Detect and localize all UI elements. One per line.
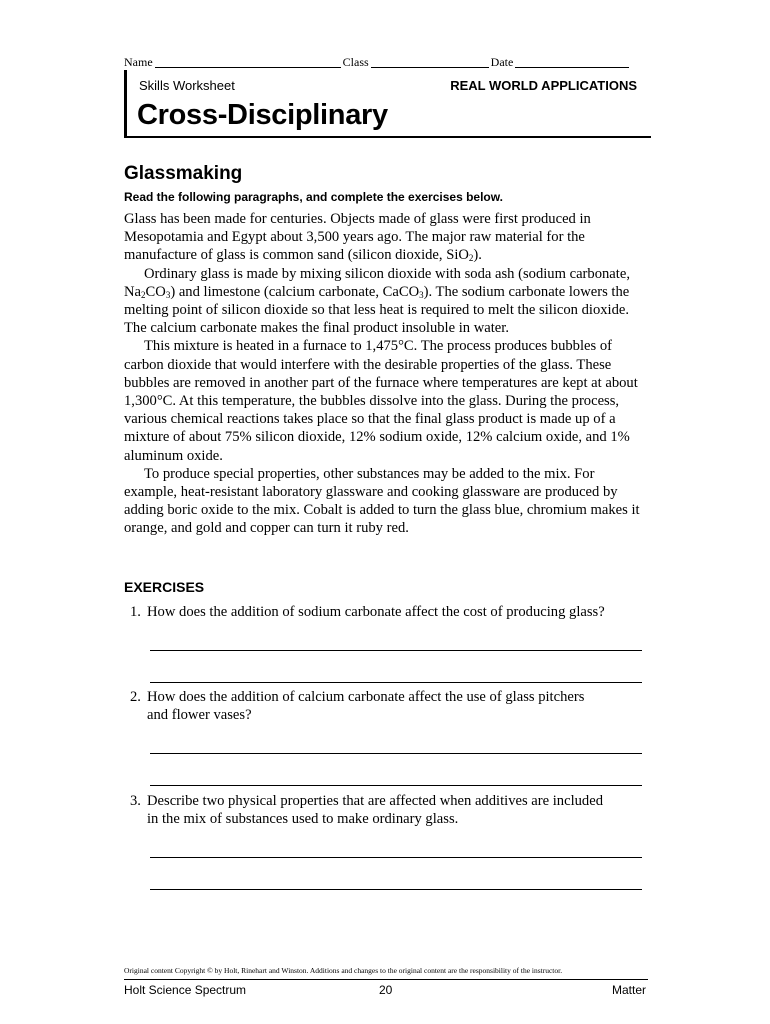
paragraph-3: This mixture is heated in a furnace to 1,475°C. The process produces bubbles of carbon dioxide that would interfere with the desirable properties of the glass. These bubbles are removed in another part of the furnace where temperatures are kept at about 1,300°C. At this temperature, the bubbles dissolve into the glass. During the process, various chemical reactions takes place so that the final glass product is made up of a mixture of about 75% silicon dioxide, 12% sodium oxide, 12% calcium oxide, and 1% aluminum oxide. <box>124 338 638 464</box>
date-label: Date <box>490 55 514 69</box>
worksheet-header <box>124 70 651 138</box>
worksheet-title: Cross-Disciplinary <box>137 99 388 131</box>
answer-line[interactable] <box>150 857 642 858</box>
worksheet-type: Skills Worksheet <box>139 78 235 93</box>
reading-passage <box>124 210 644 538</box>
answer-line[interactable] <box>150 785 642 786</box>
instructions: Read the following paragraphs, and complete the exercises below. <box>124 190 503 204</box>
exercise-question-1: 1. How does the addition of sodium carbonate affect the cost of producing glass? <box>130 604 605 620</box>
footer-book-title: Holt Science Spectrum <box>124 983 247 997</box>
footer-divider <box>124 979 648 980</box>
paragraph-2: Ordinary glass is made by mixing silicon dioxide with soda ash (sodium carbonate, $Na_2CO_3$) and limestone (calcium carbonate, CaCO$_3$). The sodium carbonate lowers the melting point of silicon dioxide so that less heat is required to melt the silicon dioxide. The calcium carbonate makes the final product insoluble in water. <box>124 265 630 337</box>
exercises-heading: EXERCISES <box>124 579 205 595</box>
name-label: Name <box>124 55 153 69</box>
exercise-question-3: 3. Describe two physical properties that are affected when additives are included in the mix of substances used to make ordinary glass. <box>130 793 604 828</box>
copyright-notice: Original content Copyright © by Holt, Rinehart and Winston. Additions and changes to the original content are the responsibility of the instructor. <box>124 966 563 975</box>
name-field[interactable] <box>155 56 341 68</box>
answer-line[interactable] <box>150 682 642 683</box>
date-field[interactable] <box>515 56 629 68</box>
worksheet-series: REAL WORLD APPLICATIONS <box>450 78 637 93</box>
section-title: Glassmaking <box>124 163 243 184</box>
answer-line[interactable] <box>150 753 642 754</box>
exercise-question-2: 2. How does the addition of calcium carbonate affect the use of glass pitchers and flower vases? <box>130 689 585 724</box>
class-label: Class <box>342 55 369 69</box>
page-number: 20 <box>379 983 393 997</box>
paragraph-4: To produce special properties, other substances may be added to the mix. For example, heat-resistant laboratory glassware and cooking glassware are produced by adding boric oxide to the mix. Cobalt is added to turn the glass blue, chromium makes it orange, and gold and copper can turn it ruby red. <box>124 465 640 537</box>
name-class-date-row <box>124 55 644 70</box>
answer-line[interactable] <box>150 889 642 890</box>
footer-chapter: Matter <box>611 983 646 997</box>
paragraph-1: Glass has been made for centuries. Objects made of glass were first produced in Mesopotamia and Egypt about 3,500 years ago. The major raw material for the manufacture of glass is common sand (silicon dioxide, SiO$_2$). <box>124 211 591 264</box>
class-field[interactable] <box>371 56 489 68</box>
answer-line[interactable] <box>150 650 642 651</box>
